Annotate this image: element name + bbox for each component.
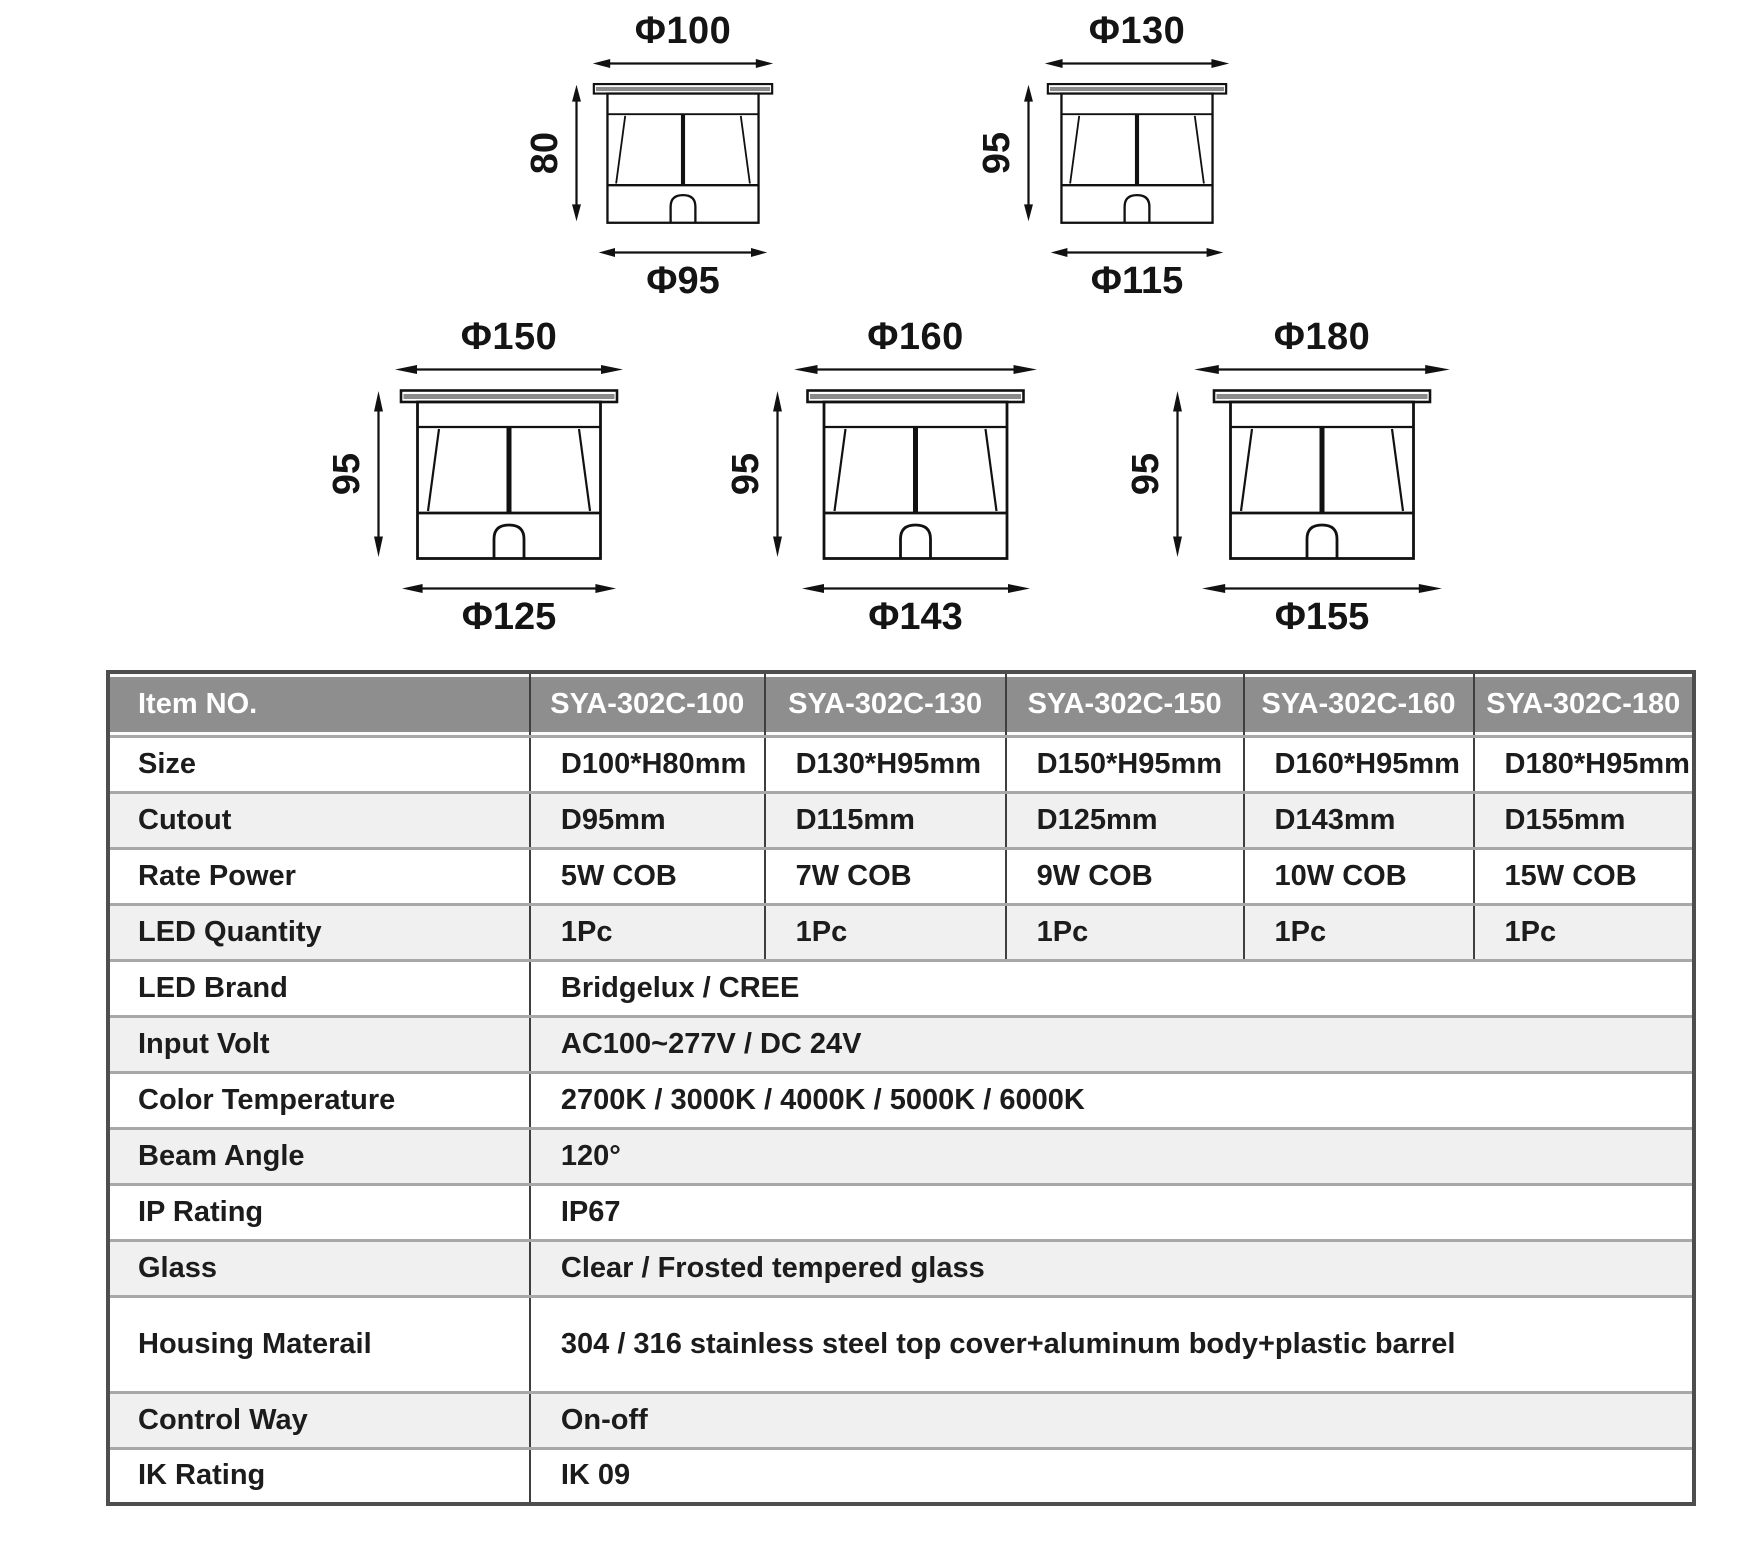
row-label: Cutout [108, 792, 530, 848]
height-dimension [978, 84, 1044, 222]
row-housing-material [108, 1296, 1694, 1392]
height-label: 95 [976, 131, 1018, 175]
spec-cell: D115mm [765, 792, 1006, 848]
fixture-section-drawing [1044, 82, 1230, 224]
height-label: 80 [524, 131, 566, 175]
spec-cell: D155mm [1474, 792, 1694, 848]
height-dimension-arrow [372, 390, 385, 558]
bottom-dimension-arrow [401, 582, 617, 595]
spec-table [106, 670, 1696, 1506]
spec-cell: AC100~277V / DC 24V [530, 1016, 1694, 1072]
fixture-section-drawing [394, 388, 624, 560]
spec-cell: D180*H95mm [1474, 736, 1694, 792]
spec-cell: Bridgelux / CREE [530, 960, 1694, 1016]
row-ik-rating [108, 1448, 1694, 1504]
spec-cell: 10W COB [1244, 848, 1474, 904]
row-size [108, 736, 1694, 792]
bottom-diameter-label: Φ143 [868, 596, 963, 638]
spec-cell: 1Pc [765, 904, 1006, 960]
top-diameter-label: Φ150 [460, 316, 558, 358]
spec-cell: D130*H95mm [765, 736, 1006, 792]
spec-cell: 304 / 316 stainless steel top cover+aluminum body+plastic barrel [530, 1296, 1694, 1392]
top-dimension-arrow [1044, 57, 1230, 70]
fixture-section-drawing [1193, 388, 1451, 560]
spec-cell: IP67 [530, 1184, 1694, 1240]
top-dimension-arrow [793, 363, 1038, 376]
spec-cell: 1Pc [1244, 904, 1474, 960]
row-input-volt [108, 1016, 1694, 1072]
top-diameter-label: Φ130 [1088, 10, 1186, 52]
row-label: LED Brand [108, 960, 530, 1016]
row-label: IP Rating [108, 1184, 530, 1240]
spec-cell: IK 09 [530, 1448, 1694, 1504]
spec-cell: 120° [530, 1128, 1694, 1184]
bottom-diameter-label: Φ155 [1274, 596, 1370, 638]
height-label: 95 [326, 452, 368, 496]
row-label: Color Temperature [108, 1072, 530, 1128]
row-color-temperature [108, 1072, 1694, 1128]
height-label: 95 [725, 452, 767, 496]
header-model-150: SYA-302C-150 [1006, 672, 1244, 736]
top-dimension-arrow [592, 57, 774, 70]
spec-cell: 9W COB [1006, 848, 1244, 904]
row-label: Input Volt [108, 1016, 530, 1072]
row-label: Beam Angle [108, 1128, 530, 1184]
row-label: Control Way [108, 1392, 530, 1448]
height-dimension [1127, 390, 1193, 558]
top-dimension-arrow [1193, 363, 1451, 376]
bottom-dimension-arrow [1201, 582, 1443, 595]
height-dimension-arrow [771, 390, 784, 558]
header-model-160: SYA-302C-160 [1244, 672, 1474, 736]
drawing-sya-302c-100 [524, 10, 774, 302]
row-ip-rating [108, 1184, 1694, 1240]
spec-cell: 5W COB [530, 848, 765, 904]
spec-cell: D143mm [1244, 792, 1474, 848]
spec-cell: D150*H95mm [1006, 736, 1244, 792]
bottom-dimension-arrow [801, 582, 1031, 595]
drawing-sya-302c-130 [976, 10, 1230, 302]
height-label: 95 [1125, 452, 1167, 496]
header-model-100: SYA-302C-100 [530, 672, 765, 736]
height-dimension-arrow [570, 84, 583, 222]
row-control-way [108, 1392, 1694, 1448]
row-label: LED Quantity [108, 904, 530, 960]
row-cutout [108, 792, 1694, 848]
top-diameter-label: Φ180 [1273, 316, 1371, 358]
spec-cell: On-off [530, 1392, 1694, 1448]
bottom-diameter-label: Φ115 [1090, 260, 1184, 302]
row-label: Size [108, 736, 530, 792]
row-label: IK Rating [108, 1448, 530, 1504]
spec-cell: 1Pc [1006, 904, 1244, 960]
spec-cell: Clear / Frosted tempered glass [530, 1240, 1694, 1296]
drawing-sya-302c-160 [725, 316, 1038, 638]
bottom-dimension-arrow [598, 246, 768, 259]
fixture-section-drawing [793, 388, 1038, 560]
height-dimension [526, 84, 592, 222]
row-label: Glass [108, 1240, 530, 1296]
spec-cell: D125mm [1006, 792, 1244, 848]
spec-cell: D160*H95mm [1244, 736, 1474, 792]
row-rate-power [108, 848, 1694, 904]
bottom-diameter-label: Φ95 [646, 260, 720, 302]
row-label: Rate Power [108, 848, 530, 904]
bottom-diameter-label: Φ125 [461, 596, 557, 638]
bottom-dimension-arrow [1050, 246, 1224, 259]
row-glass [108, 1240, 1694, 1296]
header-model-180: SYA-302C-180 [1474, 672, 1694, 736]
table-header-row [108, 672, 1694, 736]
spec-cell: 1Pc [1474, 904, 1694, 960]
drawing-sya-302c-150 [326, 316, 624, 638]
height-dimension-arrow [1022, 84, 1035, 222]
height-dimension [328, 390, 394, 558]
spec-cell: 1Pc [530, 904, 765, 960]
top-diameter-label: Φ160 [867, 316, 964, 358]
header-model-130: SYA-302C-130 [765, 672, 1006, 736]
top-diameter-label: Φ100 [634, 10, 732, 52]
spec-cell: 15W COB [1474, 848, 1694, 904]
row-led-quantity [108, 904, 1694, 960]
drawing-sya-302c-180 [1125, 316, 1451, 638]
top-dimension-arrow [394, 363, 624, 376]
spec-cell: D95mm [530, 792, 765, 848]
height-dimension [727, 390, 793, 558]
row-label: Housing Materail [108, 1296, 530, 1392]
height-dimension-arrow [1171, 390, 1184, 558]
header-item-no: Item NO. [108, 672, 530, 736]
spec-cell: 7W COB [765, 848, 1006, 904]
row-beam-angle [108, 1128, 1694, 1184]
row-led-brand [108, 960, 1694, 1016]
spec-cell: 2700K / 3000K / 4000K / 5000K / 6000K [530, 1072, 1694, 1128]
spec-cell: D100*H80mm [530, 736, 765, 792]
fixture-section-drawing [592, 82, 774, 224]
